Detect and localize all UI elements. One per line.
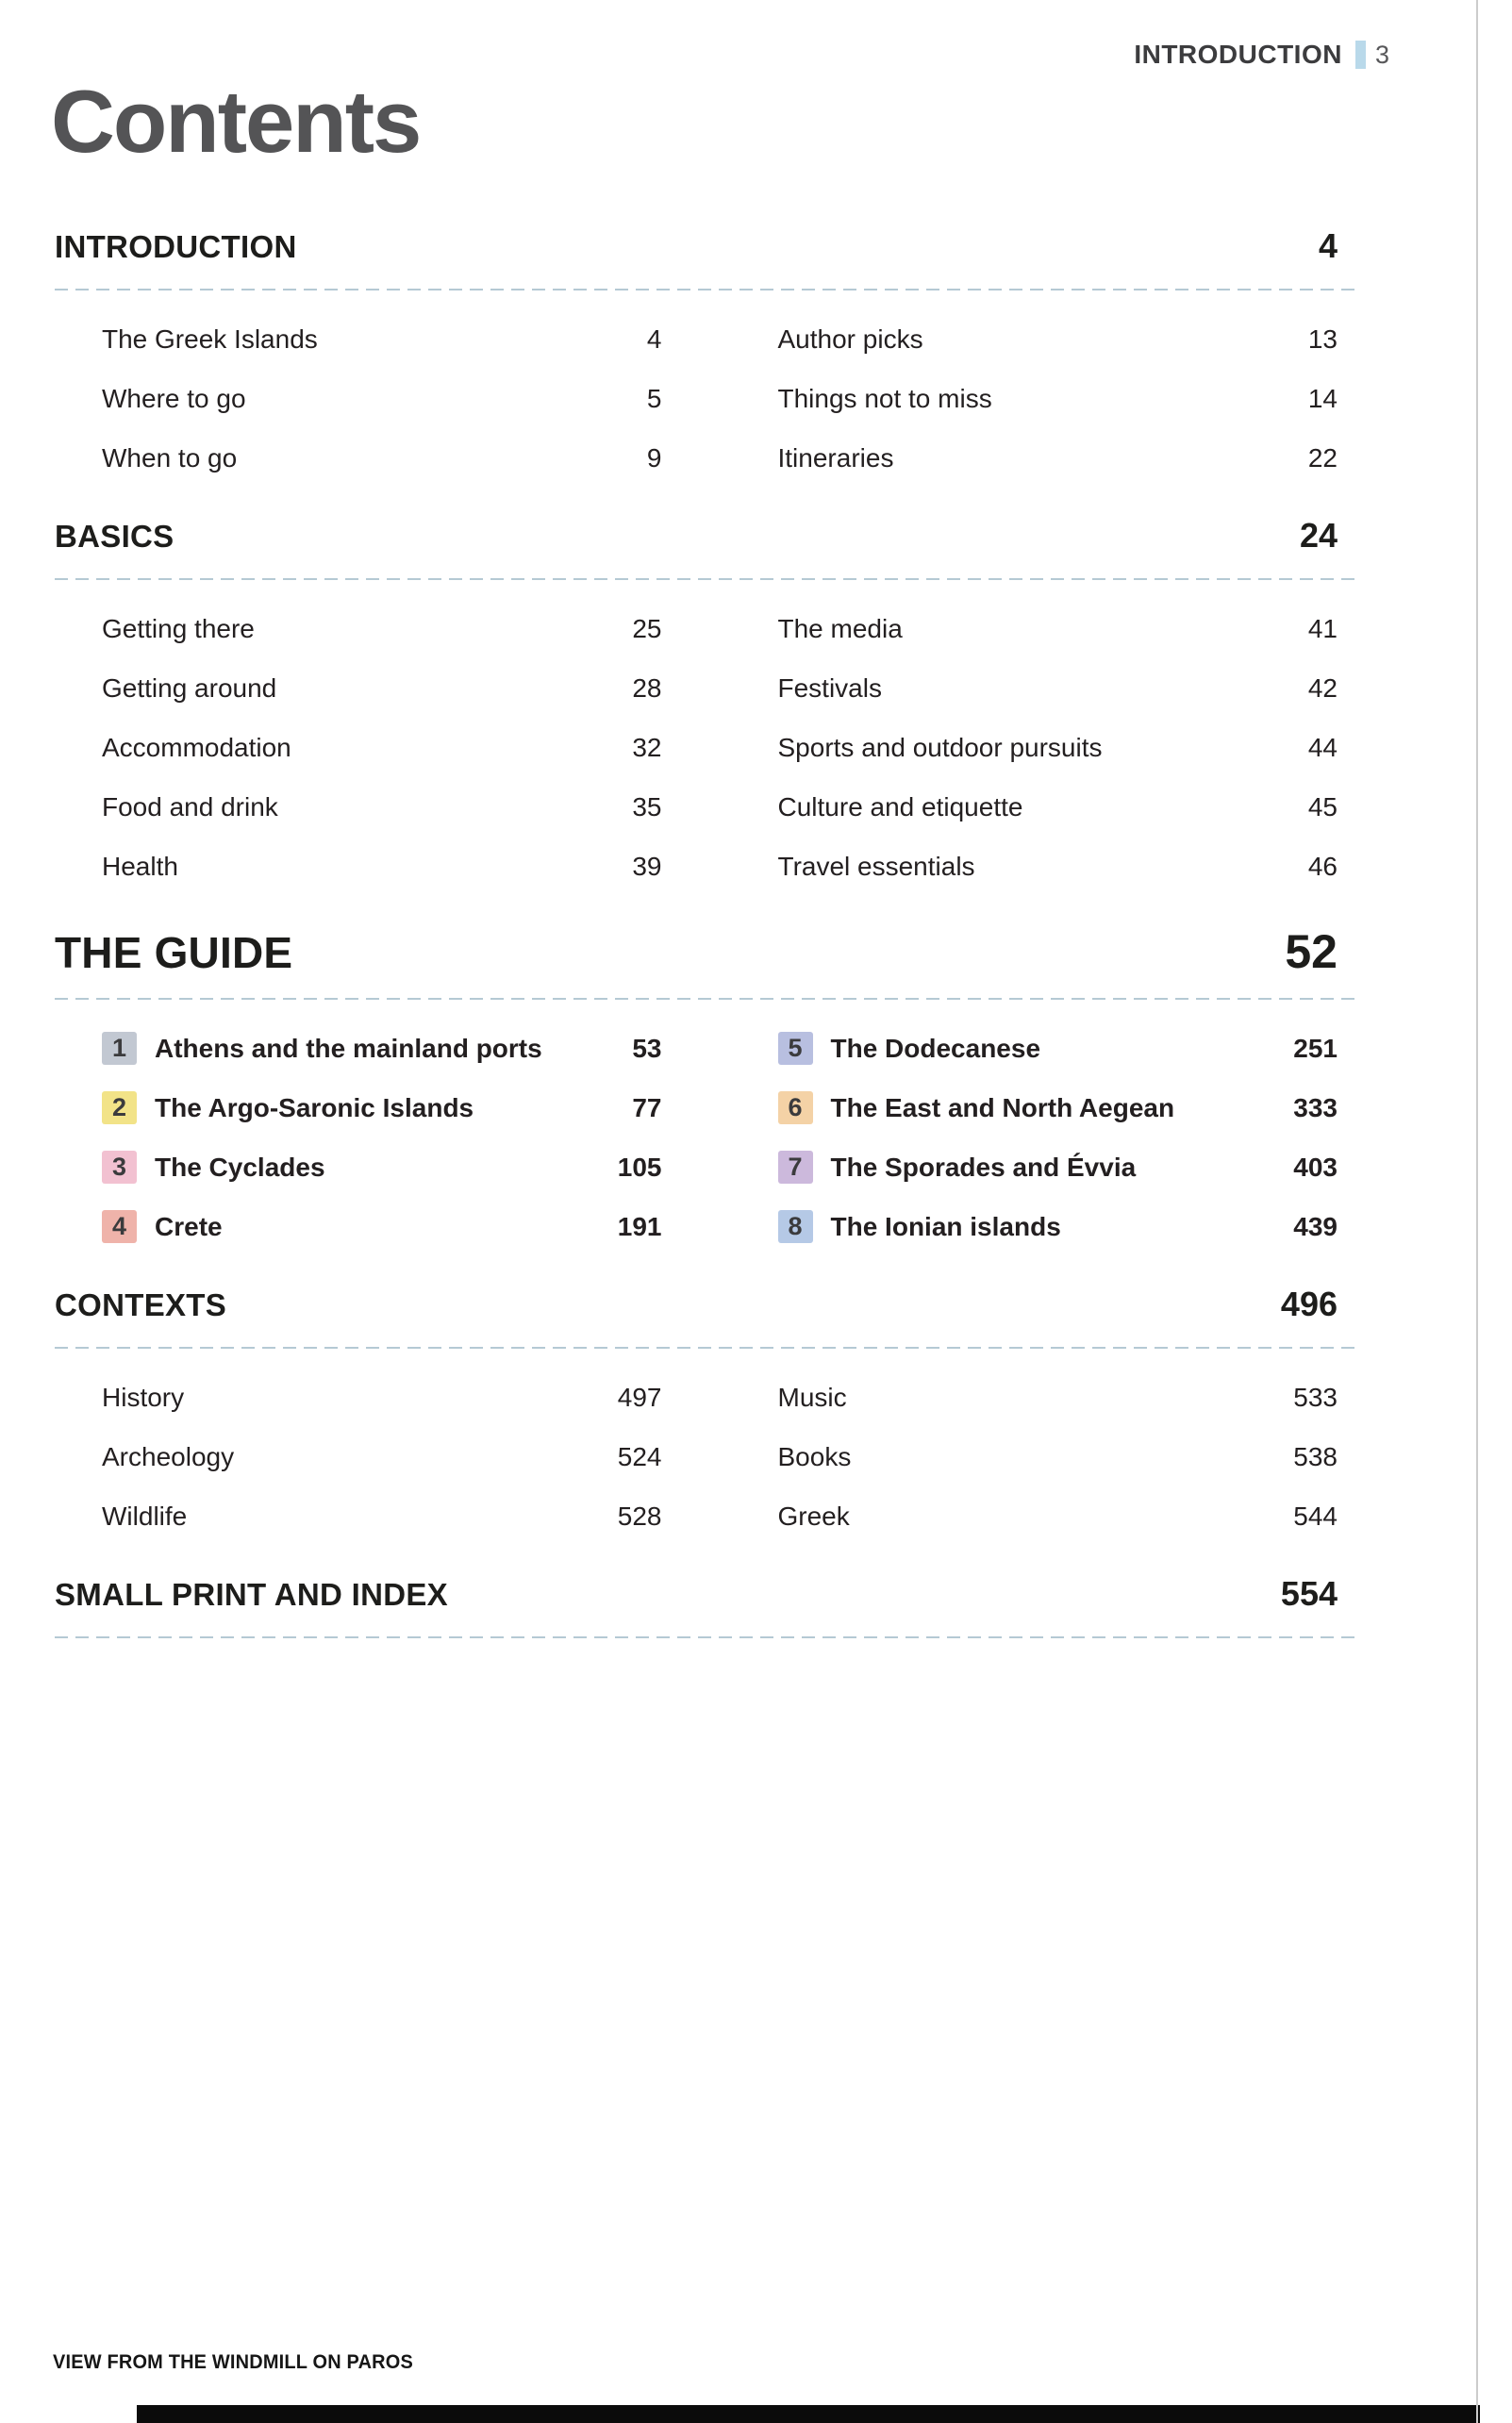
- toc-entry: [778, 1486, 1338, 1546]
- entry-page-number: 105: [617, 1152, 662, 1182]
- toc-entry: [102, 1078, 662, 1137]
- entry-page-number: 25: [632, 613, 662, 643]
- entries-column-left: [102, 309, 662, 488]
- entry-label: Health: [102, 851, 178, 881]
- toc-entry: [778, 369, 1338, 428]
- chapter-number-badge: 8: [778, 1210, 813, 1243]
- entries-column-left: [102, 599, 662, 896]
- entries-column-left: [102, 1368, 662, 1546]
- entry-page-number: 538: [1293, 1441, 1338, 1471]
- entry-label: Festivals: [777, 672, 882, 703]
- chapter-number-badge: 1: [102, 1032, 137, 1065]
- section-header: [55, 1285, 1358, 1347]
- section-entries: [55, 290, 1358, 488]
- toc-entry: [102, 718, 662, 777]
- toc-entry: [102, 1427, 662, 1486]
- section-header: [55, 226, 1358, 289]
- entry-label: Food and drink: [102, 791, 278, 821]
- entry-page-number: 4: [646, 324, 662, 354]
- entry-page-number: 45: [1307, 791, 1338, 821]
- section-entries: [55, 1000, 1358, 1256]
- running-header-section: INTRODUCTION: [1134, 40, 1342, 69]
- entries-column-left: [102, 1019, 662, 1256]
- entry-label: Crete: [155, 1211, 223, 1241]
- entry-page-number: 77: [632, 1092, 662, 1122]
- toc-entry: [102, 599, 662, 658]
- entry-page-number: 533: [1293, 1382, 1338, 1412]
- running-header: [1134, 40, 1389, 70]
- entry-page-number: 44: [1307, 732, 1338, 762]
- toc-entry: [102, 1368, 662, 1427]
- entry-page-number: 53: [632, 1033, 662, 1063]
- entry-label: Wildlife: [102, 1501, 188, 1531]
- toc-section: [55, 924, 1358, 1256]
- entry-page-number: 13: [1307, 324, 1338, 354]
- toc-entry: [102, 837, 662, 896]
- toc-entry: [102, 658, 662, 718]
- entry-label: Books: [777, 1441, 852, 1471]
- section-title: INTRODUCTION: [55, 229, 297, 264]
- section-entries: [55, 1349, 1358, 1546]
- entry-page-number: 5: [646, 383, 662, 413]
- entry-page-number: 39: [632, 851, 662, 881]
- entry-label: Itineraries: [777, 442, 894, 473]
- toc-entry: [778, 428, 1338, 488]
- toc-entry: [778, 309, 1338, 369]
- toc-entry: [778, 837, 1338, 896]
- section-page-number: 24: [1299, 516, 1338, 555]
- page-edge-line: [1476, 0, 1478, 2423]
- section-title: CONTEXTS: [55, 1287, 227, 1322]
- toc-entry: [778, 599, 1338, 658]
- entry-label: The Dodecanese: [830, 1033, 1041, 1063]
- toc-section: [55, 226, 1358, 488]
- entry-label: The Argo-Saronic Islands: [155, 1092, 474, 1122]
- entries-column-right: [778, 309, 1338, 488]
- chapter-number-badge: 5: [778, 1032, 813, 1065]
- toc-entry: [102, 777, 662, 837]
- toc-section: [55, 516, 1358, 896]
- entry-label: The media: [777, 613, 903, 643]
- entry-page-number: 403: [1293, 1152, 1338, 1182]
- toc-entry: [778, 718, 1338, 777]
- entry-page-number: 528: [617, 1501, 662, 1531]
- entry-label: History: [102, 1382, 185, 1412]
- photo-strip: [137, 2405, 1480, 2423]
- section-title: THE GUIDE: [55, 928, 293, 977]
- entry-label: Sports and outdoor pursuits: [777, 732, 1103, 762]
- toc-entry: [102, 1019, 662, 1078]
- toc-entry: [102, 1137, 662, 1197]
- entry-label: Archeology: [102, 1441, 235, 1471]
- header-accent-bar: [1355, 41, 1366, 69]
- toc-entry: [778, 1197, 1338, 1256]
- entry-page-number: 251: [1293, 1033, 1338, 1063]
- entry-label: Getting around: [102, 672, 277, 703]
- section-entries: [55, 580, 1358, 896]
- entry-label: Things not to miss: [777, 383, 992, 413]
- toc-entry: [778, 777, 1338, 837]
- chapter-number-badge: 6: [778, 1091, 813, 1124]
- entry-label: The Greek Islands: [102, 324, 318, 354]
- page-title: Contents: [51, 72, 421, 171]
- chapter-number-badge: 2: [102, 1091, 137, 1124]
- entry-page-number: 35: [632, 791, 662, 821]
- entry-page-number: 439: [1293, 1211, 1338, 1241]
- toc-entry: [778, 1137, 1338, 1197]
- entry-label: The East and North Aegean: [830, 1092, 1175, 1122]
- running-header-page-number: 3: [1374, 40, 1389, 69]
- toc-entry: [102, 369, 662, 428]
- entry-label: Getting there: [102, 613, 255, 643]
- entry-page-number: 9: [646, 442, 662, 473]
- toc-entry: [778, 1019, 1338, 1078]
- toc-sections: [55, 226, 1358, 1667]
- chapter-number-badge: 3: [102, 1151, 137, 1184]
- entry-page-number: 191: [617, 1211, 662, 1241]
- entries-column-right: [778, 599, 1338, 896]
- section-rule: [55, 1636, 1358, 1638]
- entries-column-right: [778, 1368, 1338, 1546]
- section-title: BASICS: [55, 519, 174, 554]
- entry-page-number: 524: [617, 1441, 662, 1471]
- entry-page-number: 32: [632, 732, 662, 762]
- toc-entry: [778, 1368, 1338, 1427]
- section-page-number: 496: [1280, 1285, 1338, 1323]
- section-page-number: 52: [1285, 925, 1338, 978]
- entries-column-right: [778, 1019, 1338, 1256]
- entry-label: Athens and the mainland ports: [155, 1033, 542, 1063]
- photo-caption: VIEW FROM THE WINDMILL ON PAROS: [53, 2351, 413, 2373]
- entry-label: Travel essentials: [777, 851, 975, 881]
- entry-page-number: 46: [1307, 851, 1338, 881]
- toc-section: [55, 1285, 1358, 1546]
- entry-page-number: 41: [1307, 613, 1338, 643]
- entry-page-number: 42: [1307, 672, 1338, 703]
- toc-entry: [778, 658, 1338, 718]
- entry-label: Author picks: [777, 324, 923, 354]
- entry-label: When to go: [102, 442, 238, 473]
- section-title: SMALL PRINT AND INDEX: [55, 1577, 448, 1612]
- entry-page-number: 14: [1307, 383, 1338, 413]
- section-page-number: 554: [1280, 1574, 1338, 1613]
- chapter-number-badge: 7: [778, 1151, 813, 1184]
- toc-entry: [102, 309, 662, 369]
- chapter-number-badge: 4: [102, 1210, 137, 1243]
- entry-label: Accommodation: [102, 732, 291, 762]
- entry-page-number: 28: [632, 672, 662, 703]
- toc-entry: [102, 1486, 662, 1546]
- entry-label: Where to go: [102, 383, 246, 413]
- toc-entry: [778, 1078, 1338, 1137]
- entry-label: Music: [777, 1382, 847, 1412]
- toc-entry: [102, 428, 662, 488]
- entry-page-number: 333: [1293, 1092, 1338, 1122]
- entry-label: Culture and etiquette: [777, 791, 1023, 821]
- entry-label: The Ionian islands: [830, 1211, 1061, 1241]
- toc-section: [55, 1574, 1358, 1638]
- entry-label: The Sporades and Évvia: [830, 1152, 1137, 1182]
- section-page-number: 4: [1318, 226, 1338, 265]
- section-header: [55, 1574, 1358, 1636]
- entry-label: Greek: [777, 1501, 850, 1531]
- entry-page-number: 497: [617, 1382, 662, 1412]
- section-header: [55, 516, 1358, 578]
- section-header: [55, 924, 1358, 998]
- entry-page-number: 544: [1293, 1501, 1338, 1531]
- entry-label: The Cyclades: [155, 1152, 325, 1182]
- toc-entry: [778, 1427, 1338, 1486]
- entry-page-number: 22: [1307, 442, 1338, 473]
- toc-entry: [102, 1197, 662, 1256]
